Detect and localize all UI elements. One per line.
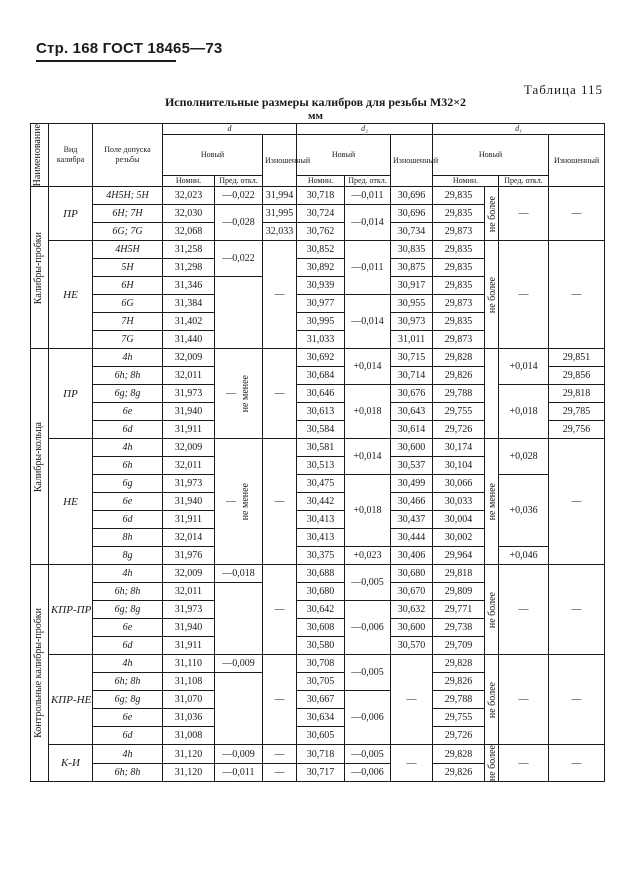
d-nominal: 31,070: [163, 691, 215, 709]
d1-deviation: —: [499, 187, 549, 241]
tolerance-field: 7G: [93, 331, 163, 349]
d2-nominal: 30,692: [297, 349, 345, 367]
d-nominal: 31,911: [163, 511, 215, 529]
tolerance-field: 8h: [93, 529, 163, 547]
d-nominal: 31,008: [163, 727, 215, 745]
table-row: [31, 745, 605, 764]
d1-worn: 29,818: [549, 385, 605, 403]
d-deviation: [215, 439, 263, 565]
d-worn: —: [263, 349, 297, 439]
tolerance-field: 6h; 8h: [93, 367, 163, 385]
d1-nominal: 30,004: [433, 511, 485, 529]
d-nominal: 32,068: [163, 223, 215, 241]
d-worn: 31,994: [263, 187, 297, 205]
table-row: [31, 439, 605, 457]
d2-worn: 30,714: [391, 367, 433, 385]
tolerance-field: 4h: [93, 655, 163, 673]
d-nominal: 31,911: [163, 637, 215, 655]
d2-deviation: +0,018: [345, 475, 391, 547]
tolerance-field: 4h: [93, 349, 163, 367]
tolerance-field: 4H5H: [93, 241, 163, 259]
d2-worn: 30,676: [391, 385, 433, 403]
d1-nominal: 29,788: [433, 691, 485, 709]
col-vid: Вид калибра: [49, 124, 93, 187]
col-d-izn: Изношенный: [263, 135, 297, 187]
d-worn: 32,033: [263, 223, 297, 241]
d-nominal: 32,011: [163, 583, 215, 601]
d-nominal: 31,973: [163, 385, 215, 403]
d1-nominal: 29,788: [433, 385, 485, 403]
tolerance-field: 6g; 8g: [93, 691, 163, 709]
unit-label: мм: [308, 110, 323, 122]
d2-nominal: 30,762: [297, 223, 345, 241]
d-nominal: 32,023: [163, 187, 215, 205]
d-nominal: 32,011: [163, 457, 215, 475]
note-ne-bolee: не более: [487, 591, 499, 628]
d1-note: [485, 349, 499, 439]
d1-nominal: 29,873: [433, 223, 485, 241]
d2-worn: 30,715: [391, 349, 433, 367]
d2-nominal: 30,608: [297, 619, 345, 637]
d2-nominal: 30,613: [297, 403, 345, 421]
group-label-text: Калибры-пробки: [33, 231, 44, 304]
d2-deviation: —0,006: [345, 601, 391, 655]
tolerance-field: 4h: [93, 439, 163, 457]
d2-worn: 30,955: [391, 295, 433, 313]
d-worn: —: [263, 763, 297, 782]
gauge-table: [30, 123, 605, 782]
d2-nominal: 30,995: [297, 313, 345, 331]
col-d1-pred: Пред. откл.: [499, 176, 549, 187]
tolerance-field: 6d: [93, 637, 163, 655]
d-nominal: 31,940: [163, 619, 215, 637]
tolerance-field: 7H: [93, 313, 163, 331]
d1-worn: —: [549, 439, 605, 565]
tolerance-field: 6e: [93, 709, 163, 727]
d2-worn: 30,632: [391, 601, 433, 619]
d2-worn: 30,696: [391, 187, 433, 205]
d-nominal: 31,440: [163, 331, 215, 349]
d2-nominal: 30,646: [297, 385, 345, 403]
tolerance-field: 6h: [93, 457, 163, 475]
d2-worn: 30,570: [391, 637, 433, 655]
col-d-new: Новый: [163, 135, 263, 176]
note-ne-menee: не менее: [487, 483, 499, 521]
tolerance-field: 4H5H; 5H: [93, 187, 163, 205]
d2-nominal: 30,939: [297, 277, 345, 295]
d1-nominal: 29,826: [433, 673, 485, 691]
d-deviation: —0,018: [215, 565, 263, 583]
d-deviation: —0,009: [215, 655, 263, 673]
d-worn: —: [263, 439, 297, 565]
d1-deviation: +0,046: [499, 547, 549, 565]
d1-nominal: 29,873: [433, 331, 485, 349]
d2-nominal: 30,413: [297, 511, 345, 529]
d2-nominal: 30,680: [297, 583, 345, 601]
d1-nominal: 29,826: [433, 763, 485, 782]
d1-nominal: 29,828: [433, 349, 485, 367]
d1-nominal: 29,818: [433, 565, 485, 583]
d1-nominal: 29,726: [433, 421, 485, 439]
col-d-pred: Пред. откл.: [215, 176, 263, 187]
table-row: [31, 547, 605, 565]
d1-worn: —: [549, 655, 605, 745]
d2-nominal: 30,513: [297, 457, 345, 475]
d-nominal: 31,973: [163, 601, 215, 619]
d-nominal: 31,976: [163, 547, 215, 565]
d-deviation: [215, 277, 263, 349]
d1-nominal: 30,033: [433, 493, 485, 511]
d1-nominal: 30,104: [433, 457, 485, 475]
table-row: [31, 349, 605, 367]
tolerance-field: 6h; 8h: [93, 583, 163, 601]
group-label-text: Контрольные калибры-пробки: [33, 608, 44, 739]
d2-worn: 30,973: [391, 313, 433, 331]
d2-deviation: —0,005: [345, 565, 391, 601]
d1-deviation: +0,014: [499, 349, 549, 385]
table-row: [31, 655, 605, 673]
d1-nominal: 29,835: [433, 277, 485, 295]
tolerance-field: 5H: [93, 259, 163, 277]
d1-note: [485, 241, 499, 349]
d-nominal: 32,009: [163, 349, 215, 367]
tolerance-field: 6G: [93, 295, 163, 313]
d2-deviation: —0,005: [345, 655, 391, 691]
tolerance-field: 8g: [93, 547, 163, 565]
col-d1: d₁: [433, 124, 605, 135]
gauge-kind: КПР-НЕ: [49, 655, 93, 745]
d1-nominal: 29,826: [433, 367, 485, 385]
d1-worn: 29,785: [549, 403, 605, 421]
d1-nominal: 29,755: [433, 709, 485, 727]
d1-worn: —: [549, 187, 605, 241]
d2-nominal: 30,475: [297, 475, 345, 493]
d2-worn: 30,917: [391, 277, 433, 295]
d-nominal: 31,120: [163, 745, 215, 764]
d2-nominal: 30,717: [297, 763, 345, 782]
d1-nominal: 29,738: [433, 619, 485, 637]
d2-deviation: +0,023: [345, 547, 391, 565]
d-nominal: 31,940: [163, 493, 215, 511]
d-nominal: 31,120: [163, 763, 215, 782]
d2-worn: 30,406: [391, 547, 433, 565]
d2-deviation: —0,006: [345, 691, 391, 745]
d1-nominal: 29,726: [433, 727, 485, 745]
tolerance-field: 6g: [93, 475, 163, 493]
d-nominal: 31,298: [163, 259, 215, 277]
d2-nominal: 30,852: [297, 241, 345, 259]
d2-nominal: 30,688: [297, 565, 345, 583]
d2-nominal: 30,581: [297, 439, 345, 457]
tolerance-field: 6d: [93, 421, 163, 439]
d2-worn: —: [391, 655, 433, 745]
d1-nominal: 29,964: [433, 547, 485, 565]
d-nominal: 31,110: [163, 655, 215, 673]
d1-note: [485, 439, 499, 565]
gauge-kind: НЕ: [49, 241, 93, 349]
d2-nominal: 30,634: [297, 709, 345, 727]
d-nominal: 32,030: [163, 205, 215, 223]
col-pole: Поле допуска резьбы: [93, 124, 163, 187]
d1-deviation: +0,036: [499, 475, 549, 547]
table-row: [31, 241, 605, 259]
tolerance-field: 4h: [93, 565, 163, 583]
d1-nominal: 29,835: [433, 187, 485, 205]
note-ne-bolee: не более: [487, 195, 499, 232]
d-deviation: —0,011: [215, 763, 263, 782]
d-deviation: —0,022: [215, 187, 263, 205]
d2-worn: 30,499: [391, 475, 433, 493]
note-ne-bolee: не более: [487, 276, 499, 313]
tolerance-field: 6H: [93, 277, 163, 295]
col-d1-nomin: Номин.: [433, 176, 499, 187]
d2-deviation: —0,014: [345, 295, 391, 349]
d-deviation: [215, 583, 263, 655]
d1-nominal: 29,809: [433, 583, 485, 601]
d-nominal: 31,973: [163, 475, 215, 493]
d2-worn: 30,537: [391, 457, 433, 475]
d-worn: 31,995: [263, 205, 297, 223]
d2-nominal: 30,724: [297, 205, 345, 223]
col-naim: Наименование: [31, 124, 49, 187]
gauge-kind: ПР: [49, 349, 93, 439]
d1-note: [485, 565, 499, 655]
d2-worn: 31,011: [391, 331, 433, 349]
d2-nominal: 30,375: [297, 547, 345, 565]
tolerance-field: 6d: [93, 511, 163, 529]
d2-worn: 30,670: [391, 583, 433, 601]
header-rule: [36, 60, 176, 62]
tolerance-field: 6g; 8g: [93, 601, 163, 619]
d2-worn: 30,466: [391, 493, 433, 511]
group-label: [31, 565, 49, 782]
d1-nominal: 29,835: [433, 205, 485, 223]
d1-deviation: +0,028: [499, 439, 549, 475]
d2-nominal: 30,667: [297, 691, 345, 709]
dash: —: [226, 388, 236, 400]
d2-worn: 30,875: [391, 259, 433, 277]
d-nominal: 31,346: [163, 277, 215, 295]
gauge-kind: ПР: [49, 187, 93, 241]
col-d-nomin: Номин.: [163, 176, 215, 187]
d2-deviation: —0,006: [345, 763, 391, 782]
d2-nominal: 30,708: [297, 655, 345, 673]
d2-nominal: 30,605: [297, 727, 345, 745]
table-row: [31, 187, 605, 205]
d-nominal: 31,258: [163, 241, 215, 259]
d-worn: —: [263, 745, 297, 764]
group-label: [31, 349, 49, 565]
d-nominal: 31,384: [163, 295, 215, 313]
table-row: [31, 565, 605, 583]
d-deviation: [215, 673, 263, 745]
d-deviation: —0,028: [215, 205, 263, 241]
tolerance-field: 6H; 7H: [93, 205, 163, 223]
d1-nominal: 30,174: [433, 439, 485, 457]
col-d2: d₂: [297, 124, 433, 135]
d1-nominal: 29,835: [433, 241, 485, 259]
d2-worn: 30,444: [391, 529, 433, 547]
col-d2-izn: Изношенный: [391, 135, 433, 187]
d1-worn: —: [549, 565, 605, 655]
d-deviation: —0,022: [215, 241, 263, 277]
d2-deviation: +0,014: [345, 349, 391, 385]
d-nominal: 32,011: [163, 367, 215, 385]
col-d1-new: Новый: [433, 135, 549, 176]
page-header: Стр. 168 ГОСТ 18465—73: [36, 40, 223, 57]
d1-nominal: 29,835: [433, 259, 485, 277]
d2-nominal: 30,442: [297, 493, 345, 511]
d2-nominal: 30,705: [297, 673, 345, 691]
d2-nominal: 30,892: [297, 259, 345, 277]
table-caption: Исполнительные размеры калибров для резьбы М32×2: [164, 95, 467, 109]
gauge-kind: К-И: [49, 745, 93, 782]
note-ne-bolee: не более: [487, 745, 499, 782]
d1-worn: 29,856: [549, 367, 605, 385]
d1-worn: —: [549, 745, 605, 782]
d2-worn: 30,437: [391, 511, 433, 529]
d2-deviation: —0,011: [345, 187, 391, 205]
tolerance-field: 6h; 8h: [93, 673, 163, 691]
d-nominal: 31,911: [163, 421, 215, 439]
d1-nominal: 29,828: [433, 745, 485, 764]
d-nominal: 32,009: [163, 565, 215, 583]
tolerance-field: 6d: [93, 727, 163, 745]
d2-nominal: 30,642: [297, 601, 345, 619]
d2-worn: 30,734: [391, 223, 433, 241]
d2-nominal: 30,684: [297, 367, 345, 385]
d1-nominal: 29,709: [433, 637, 485, 655]
col-d1-izn: Изношенный: [549, 135, 605, 187]
d1-note: [485, 187, 499, 241]
group-label: [31, 187, 49, 349]
d1-deviation: +0,018: [499, 385, 549, 439]
d-deviation: —0,009: [215, 745, 263, 764]
gauge-kind: КПР-ПР: [49, 565, 93, 655]
d1-deviation: —: [499, 745, 549, 782]
d1-deviation: —: [499, 241, 549, 349]
d-nominal: 31,940: [163, 403, 215, 421]
table-row: [31, 475, 605, 493]
d2-nominal: 30,977: [297, 295, 345, 313]
tolerance-field: 6e: [93, 403, 163, 421]
d2-deviation: +0,014: [345, 439, 391, 475]
col-d2-nomin: Номин.: [297, 176, 345, 187]
d1-nominal: 29,873: [433, 295, 485, 313]
d-worn: —: [263, 655, 297, 745]
tolerance-field: 6h; 8h: [93, 763, 163, 782]
d2-worn: 30,600: [391, 619, 433, 637]
d1-nominal: 29,835: [433, 313, 485, 331]
gauge-kind: НЕ: [49, 439, 93, 565]
d-nominal: 31,108: [163, 673, 215, 691]
d-worn: —: [263, 565, 297, 655]
d1-nominal: 29,771: [433, 601, 485, 619]
d1-nominal: 29,828: [433, 655, 485, 673]
d2-nominal: 30,718: [297, 187, 345, 205]
d1-deviation: —: [499, 655, 549, 745]
d1-note: [485, 745, 499, 782]
d1-worn: 29,851: [549, 349, 605, 367]
d2-nominal: 31,033: [297, 331, 345, 349]
d1-note: [485, 655, 499, 745]
tolerance-field: 4h: [93, 745, 163, 764]
d2-nominal: 30,413: [297, 529, 345, 547]
d-nominal: 32,014: [163, 529, 215, 547]
d-deviation: [215, 349, 263, 439]
d1-nominal: 30,066: [433, 475, 485, 493]
dash: —: [226, 496, 236, 508]
d2-nominal: 30,718: [297, 745, 345, 764]
d2-worn: 30,643: [391, 403, 433, 421]
tolerance-field: 6g; 8g: [93, 385, 163, 403]
d2-deviation: —0,014: [345, 205, 391, 241]
d2-deviation: +0,018: [345, 385, 391, 439]
d1-nominal: 30,002: [433, 529, 485, 547]
table-label: Таблица 115: [523, 82, 603, 97]
d2-worn: 30,835: [391, 241, 433, 259]
d1-worn: 29,756: [549, 421, 605, 439]
d2-worn: —: [391, 745, 433, 782]
d2-worn: 30,680: [391, 565, 433, 583]
d1-deviation: —: [499, 565, 549, 655]
d2-worn: 30,600: [391, 439, 433, 457]
d-worn: —: [263, 241, 297, 349]
d2-nominal: 30,580: [297, 637, 345, 655]
d1-nominal: 29,755: [433, 403, 485, 421]
d2-deviation: —0,011: [345, 241, 391, 295]
tolerance-field: 6e: [93, 493, 163, 511]
tolerance-field: 6G; 7G: [93, 223, 163, 241]
d2-nominal: 30,584: [297, 421, 345, 439]
d-nominal: 32,009: [163, 439, 215, 457]
col-d2-pred: Пред. откл.: [345, 176, 391, 187]
col-d: d: [163, 124, 297, 135]
d2-worn: 30,696: [391, 205, 433, 223]
d1-worn: —: [549, 241, 605, 349]
note-ne-menee: не менее: [240, 483, 251, 521]
d-nominal: 31,402: [163, 313, 215, 331]
d2-worn: 30,614: [391, 421, 433, 439]
d2-deviation: —0,005: [345, 745, 391, 764]
tolerance-field: 6e: [93, 619, 163, 637]
table-row: [31, 385, 605, 403]
col-d2-new: Новый: [297, 135, 391, 176]
note-ne-bolee: не более: [487, 681, 499, 718]
d-nominal: 31,036: [163, 709, 215, 727]
note-ne-menee: не менее: [240, 375, 251, 413]
group-label-text: Калибры-кольца: [33, 421, 44, 492]
